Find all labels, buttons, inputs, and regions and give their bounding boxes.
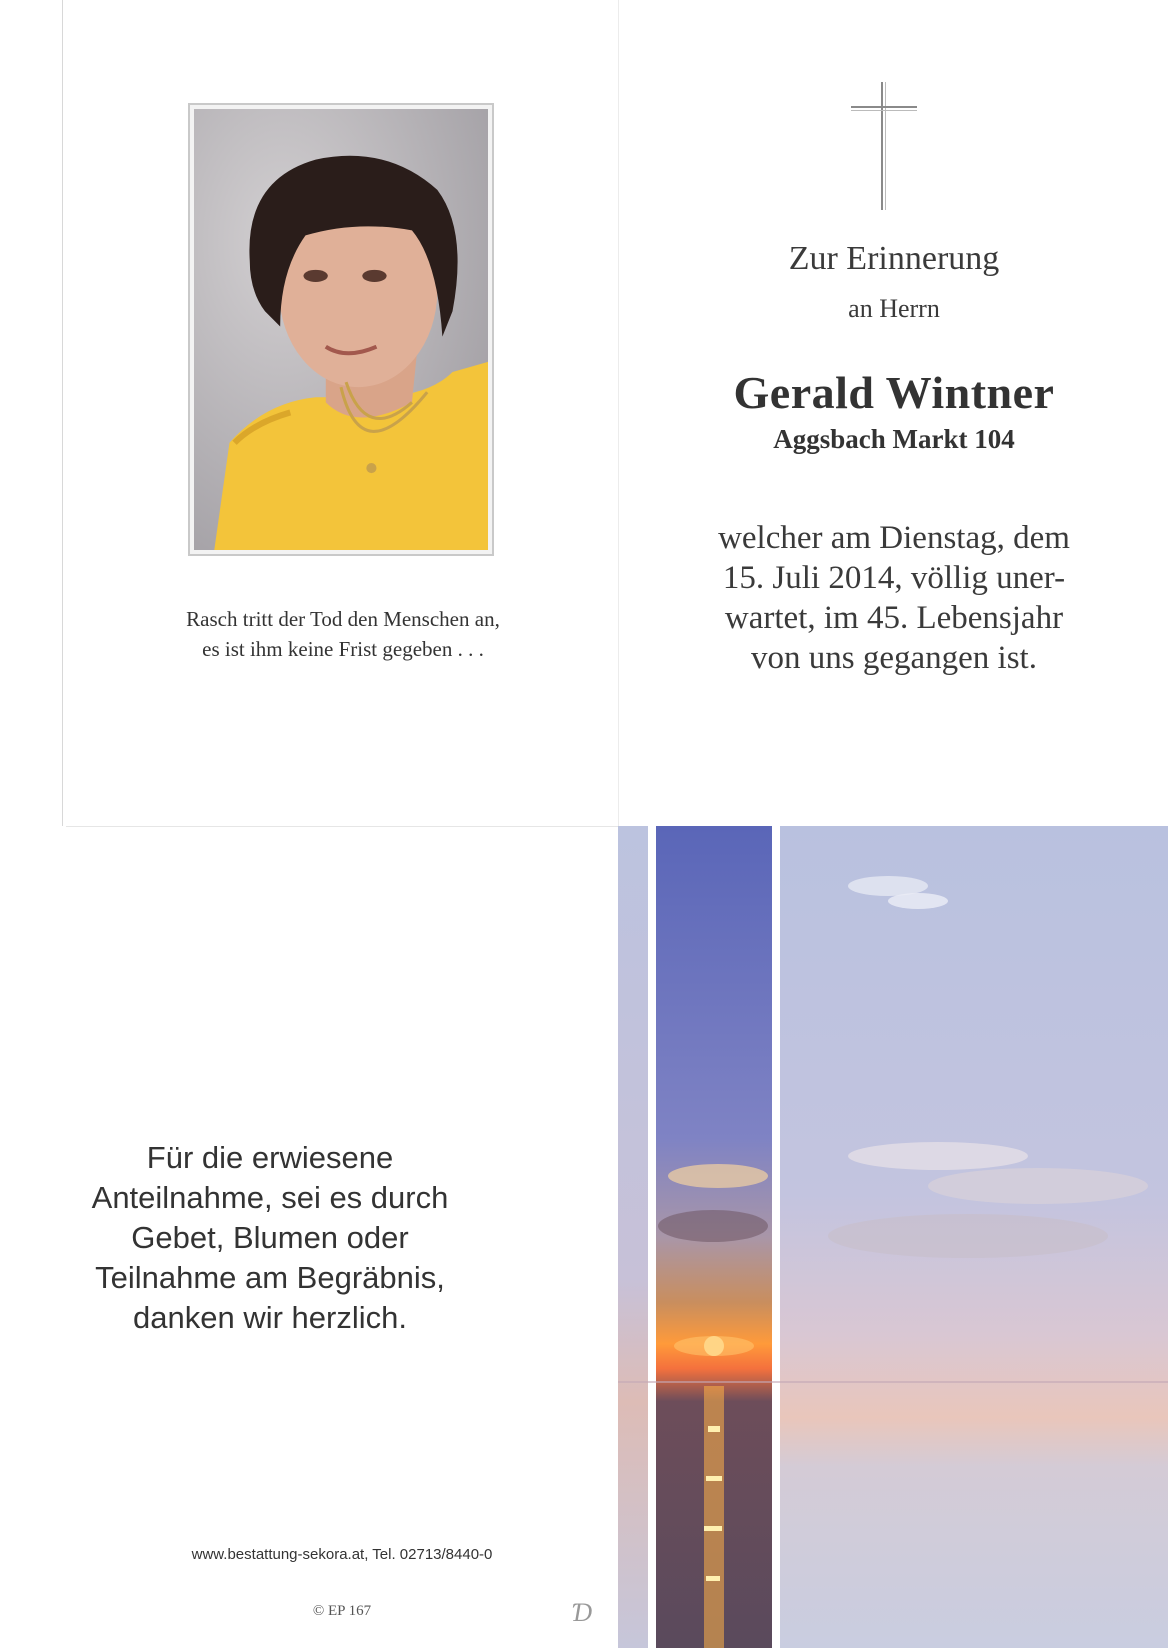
maker-mark-icon: Ɗ: [572, 1598, 593, 1627]
thanks-line: Gebet, Blumen oder: [131, 1220, 409, 1255]
passing-line: 15. Juli 2014, völlig uner-: [722, 560, 1066, 596]
passing-text: [619, 518, 1168, 678]
card-front-left: [62, 0, 619, 826]
thanks-text: [30, 1138, 510, 1338]
memorial-subheading: an Herrn: [848, 294, 940, 323]
sunset-illustration: [618, 826, 1168, 1648]
thanks-line: Für die erwiesene: [146, 1140, 394, 1175]
funeral-home-contact: www.bestattung-sekora.at, Tel. 02713/8440-0: [191, 1546, 493, 1563]
memorial-heading: Zur Erinnerung: [788, 240, 1000, 277]
portrait-frame: [188, 103, 494, 556]
quote-line: es ist ihm keine Frist gegeben . . .: [202, 637, 484, 661]
thanks-line: danken wir herzlich.: [133, 1300, 407, 1335]
card-front-right: [618, 0, 1168, 826]
portrait-illustration: [194, 109, 488, 550]
memorial-quote: [103, 604, 583, 664]
quote-line: Rasch tritt der Tod den Menschen an,: [186, 607, 500, 631]
sunset-image: [618, 826, 1168, 1648]
portrait-photo: [194, 109, 488, 550]
thanks-line: Teilnahme am Begräbnis,: [95, 1260, 445, 1295]
passing-line: von uns gegangen ist.: [751, 640, 1037, 676]
deceased-name: Gerald Wintner: [733, 367, 1055, 418]
cross-icon: [851, 82, 917, 210]
product-code: © EP 167: [312, 1603, 372, 1619]
passing-line: welcher am Dienstag, dem: [718, 520, 1070, 556]
deceased-address: Aggsbach Markt 104: [773, 424, 1015, 454]
passing-line: wartet, im 45. Lebensjahr: [724, 600, 1064, 636]
thanks-line: Anteilnahme, sei es durch: [91, 1180, 449, 1215]
